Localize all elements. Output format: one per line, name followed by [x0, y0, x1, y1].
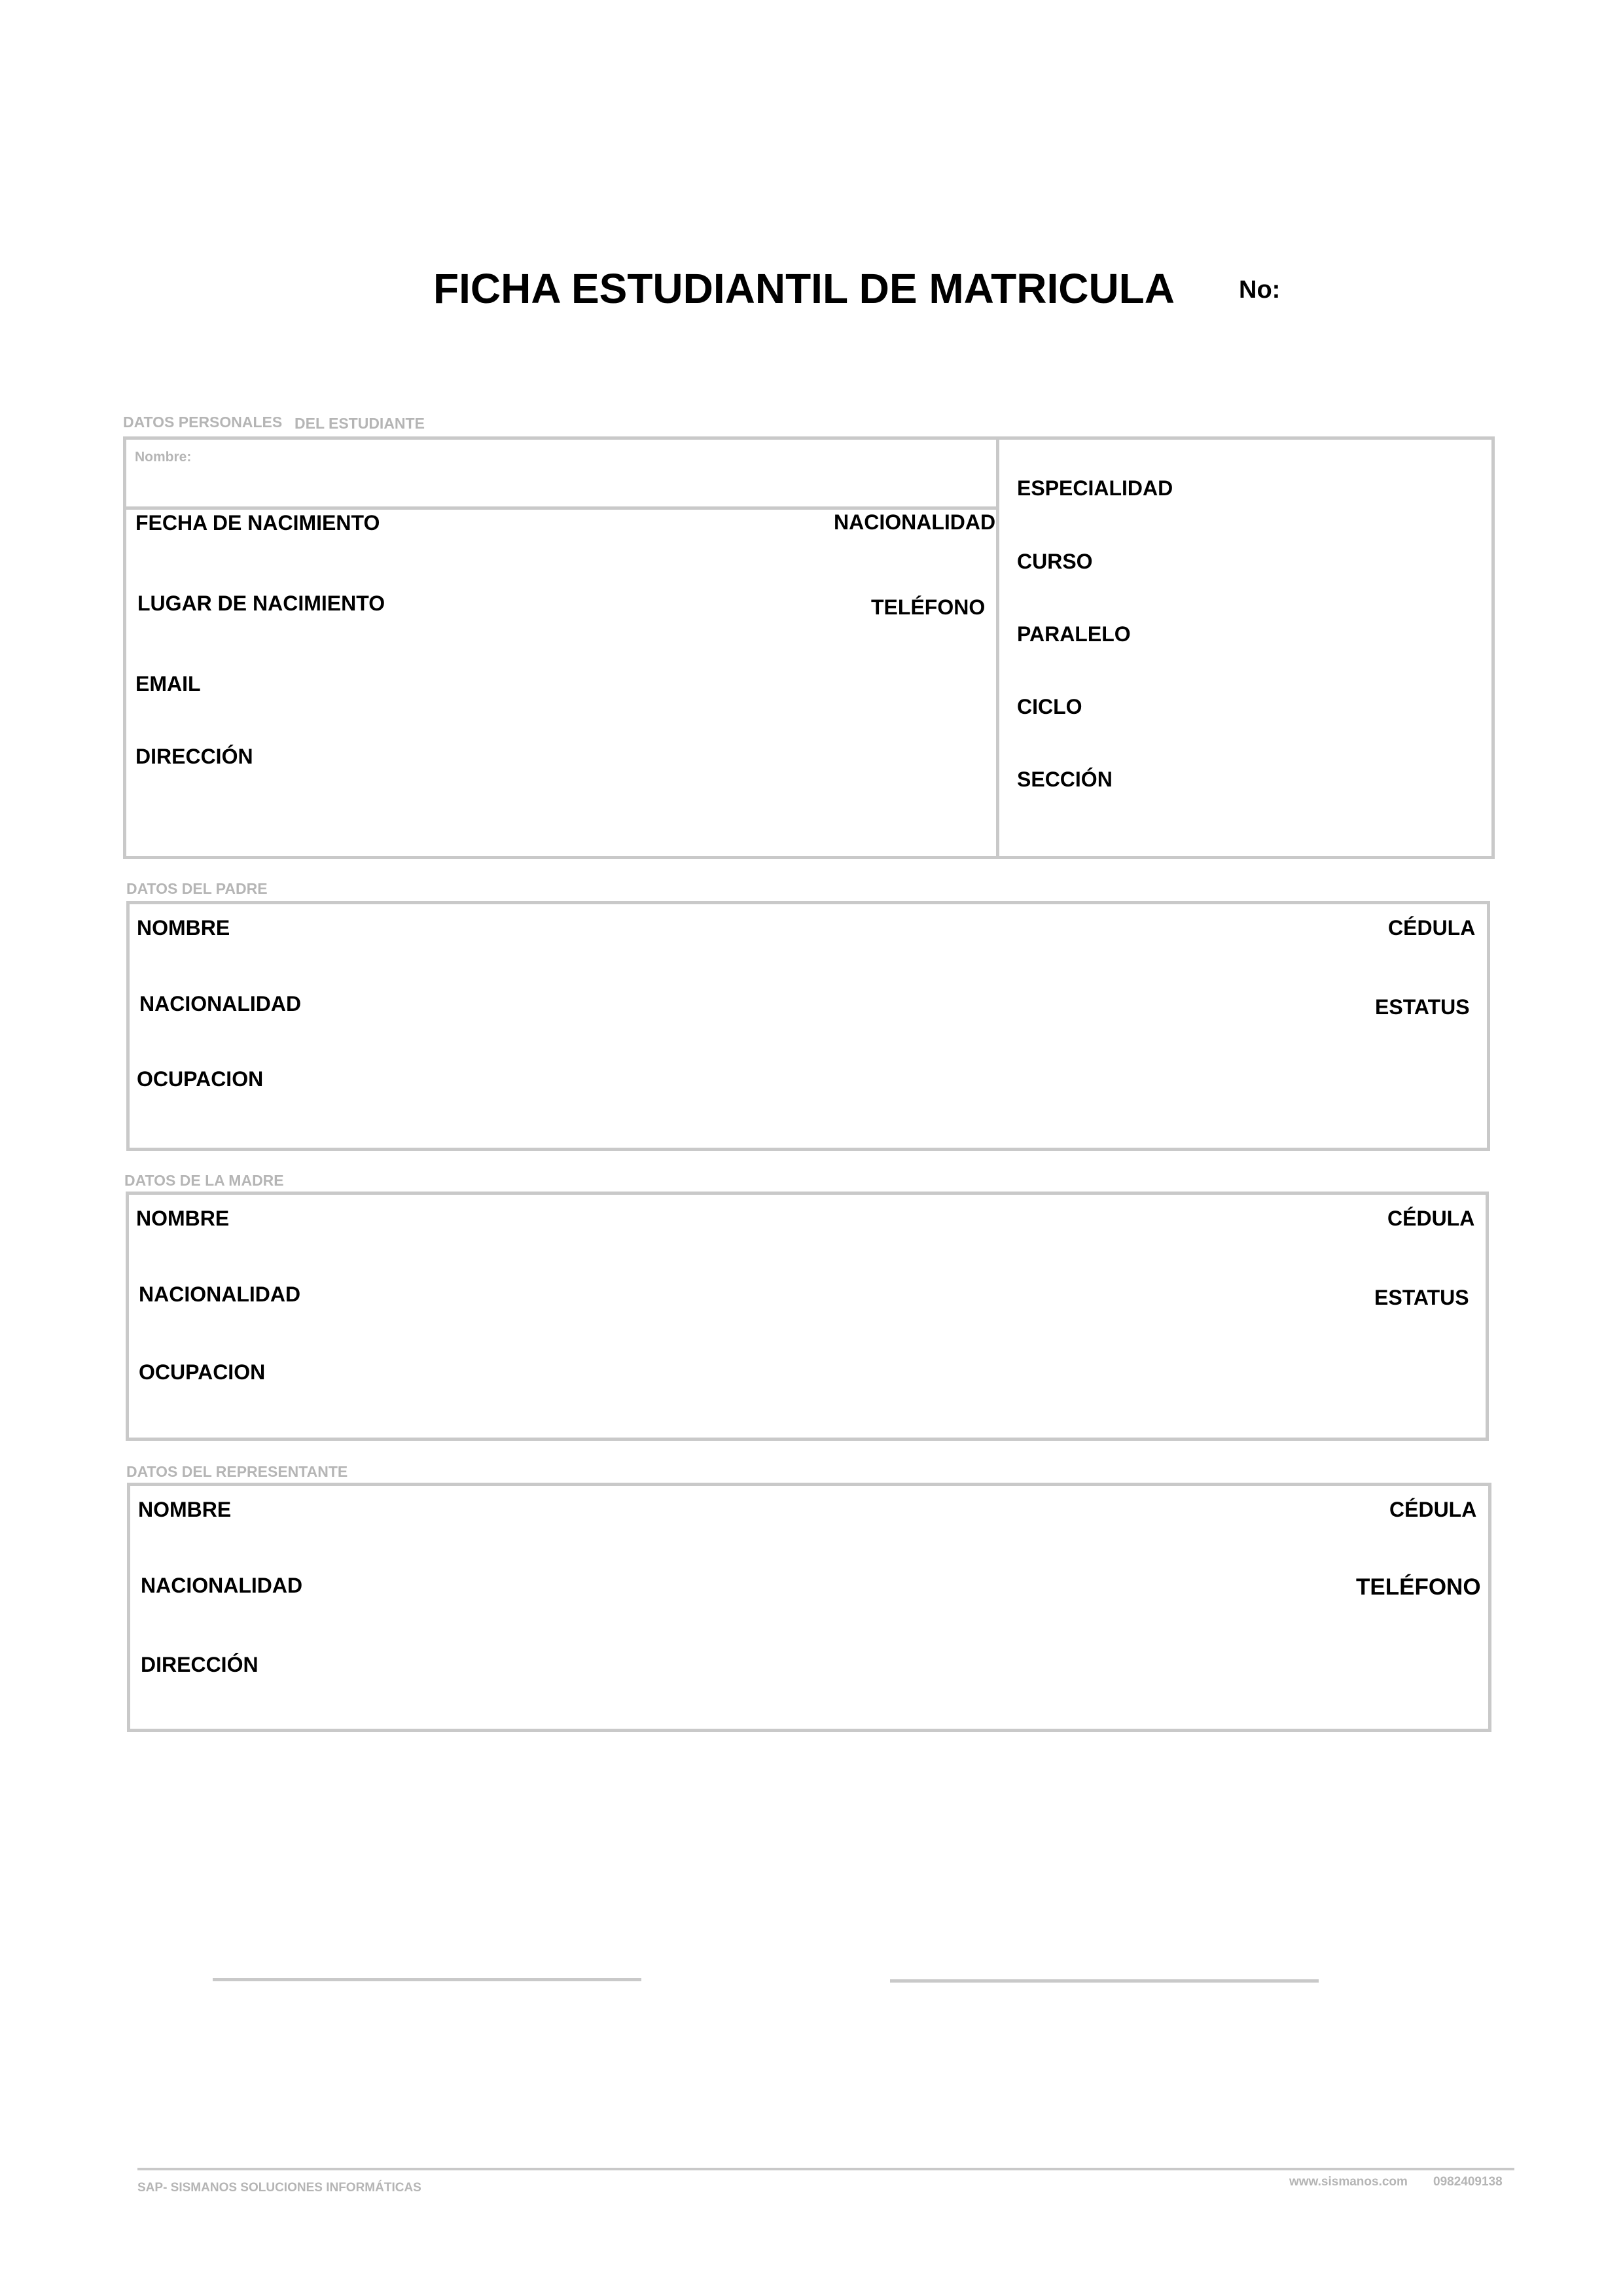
footer-rule	[137, 2168, 1514, 2170]
father-box	[126, 901, 1490, 1151]
student-specialty-label: ESPECIALIDAD	[1017, 476, 1173, 500]
student-section-field-label: SECCIÓN	[1017, 768, 1113, 791]
mother-box	[126, 1192, 1489, 1441]
mother-name-label: NOMBRE	[136, 1207, 230, 1230]
student-section-label-2: DEL ESTUDIANTE	[294, 415, 425, 432]
representative-name-label: NOMBRE	[138, 1498, 232, 1521]
representative-box	[127, 1483, 1491, 1732]
student-email-label: EMAIL	[135, 672, 201, 696]
footer-website: www.sismanos.com	[1289, 2175, 1408, 2189]
mother-section-label: DATOS DE LA MADRE	[124, 1172, 284, 1189]
student-birth-place-label: LUGAR DE NACIMIENTO	[137, 592, 385, 615]
student-name-label: Nombre:	[135, 450, 192, 465]
student-nationality-label: NACIONALIDAD	[834, 510, 996, 534]
father-status-label: ESTATUS	[1375, 995, 1470, 1019]
student-course-label: CURSO	[1017, 550, 1093, 573]
footer-phone: 0982409138	[1433, 2175, 1503, 2189]
representative-address-label: DIRECCIÓN	[141, 1653, 259, 1676]
father-section-label: DATOS DEL PADRE	[126, 880, 268, 897]
footer-company: SAP- SISMANOS SOLUCIONES INFORMÁTICAS	[137, 2181, 421, 2195]
father-name-label: NOMBRE	[137, 916, 230, 940]
mother-id-label: CÉDULA	[1387, 1207, 1475, 1230]
father-nationality-label: NACIONALIDAD	[139, 992, 302, 1016]
mother-occupation-label: OCUPACION	[139, 1360, 266, 1384]
signature-line-left	[213, 1978, 641, 1981]
number-label: No:	[1239, 276, 1281, 304]
representative-id-label: CÉDULA	[1389, 1498, 1477, 1521]
student-birth-date-label: FECHA DE NACIMIENTO	[135, 511, 380, 535]
mother-status-label: ESTATUS	[1374, 1286, 1469, 1309]
student-address-label: DIRECCIÓN	[135, 745, 253, 768]
student-section-label-1: DATOS PERSONALES	[123, 414, 283, 431]
representative-phone-label: TELÉFONO	[1356, 1574, 1481, 1600]
student-name-divider	[123, 506, 997, 510]
page-title: FICHA ESTUDIANTIL DE MATRICULA	[433, 265, 1175, 312]
representative-nationality-label: NACIONALIDAD	[141, 1574, 303, 1597]
student-column-divider	[996, 436, 999, 859]
student-box	[123, 436, 1495, 859]
representative-section-label: DATOS DEL REPRESENTANTE	[126, 1463, 348, 1480]
student-parallel-label: PARALELO	[1017, 622, 1131, 646]
signature-line-right	[890, 1979, 1319, 1983]
father-id-label: CÉDULA	[1388, 916, 1476, 940]
student-phone-label: TELÉFONO	[871, 595, 986, 619]
student-cycle-label: CICLO	[1017, 695, 1082, 718]
father-occupation-label: OCUPACION	[137, 1067, 264, 1091]
mother-nationality-label: NACIONALIDAD	[139, 1282, 301, 1306]
